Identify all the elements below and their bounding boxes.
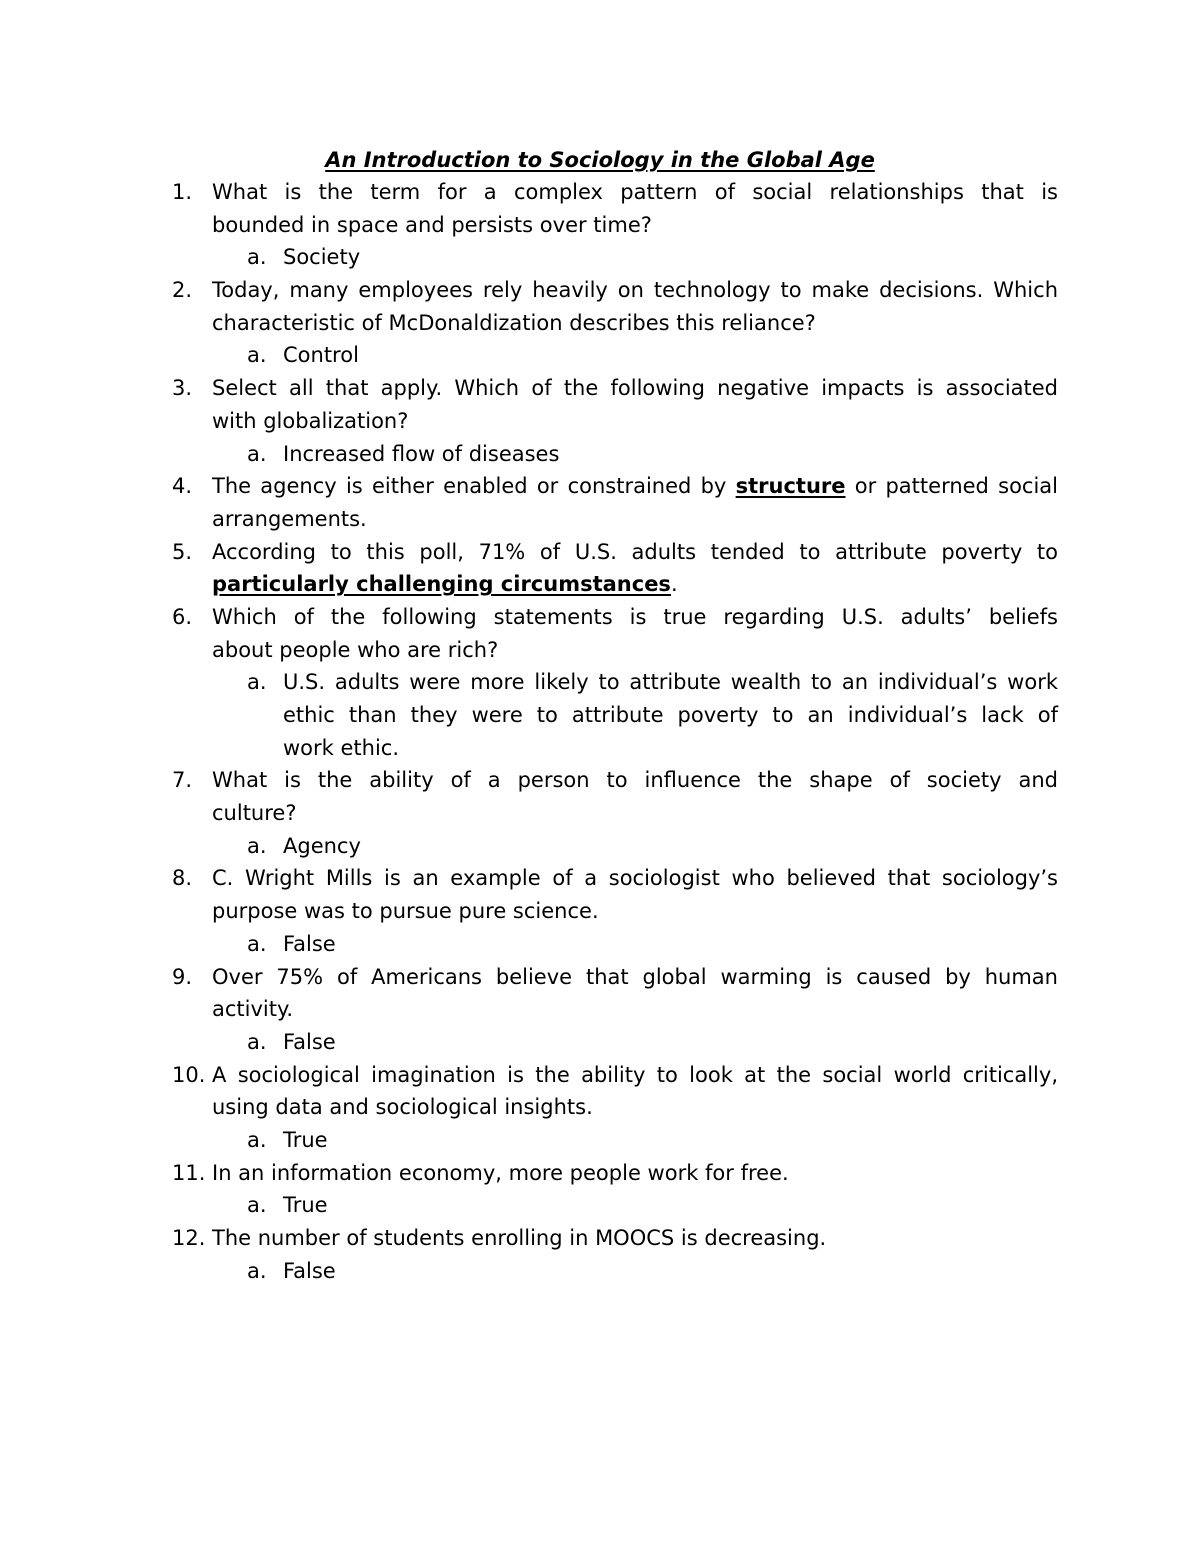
question-text-line xyxy=(212,470,1058,503)
answer-letter: a. xyxy=(247,833,267,858)
question-number: 9. xyxy=(172,964,193,989)
answer-7 xyxy=(0,830,1200,863)
answer-8 xyxy=(0,928,1200,961)
question-3-line-2 xyxy=(0,405,1200,438)
answer-text-line: ethic than they were to attribute poverty to an individual’s lack of xyxy=(283,703,1058,727)
question-4-line-2 xyxy=(0,503,1200,536)
question-text-line: with globalization? xyxy=(212,408,409,433)
question-text-line: activity. xyxy=(212,997,294,1022)
question-number: 7. xyxy=(172,768,193,793)
question-1-line-2 xyxy=(0,209,1200,242)
question-9 xyxy=(0,961,1200,994)
answer-3 xyxy=(0,438,1200,471)
question-number: 2. xyxy=(172,278,193,303)
question-list xyxy=(0,176,1200,1287)
question-text-line: C. Wright Mills is an example of a sociologist who believed that sociology’s xyxy=(212,866,1058,891)
question-text-line: using data and sociological insights. xyxy=(212,1095,593,1120)
question-text-line xyxy=(212,568,1058,601)
question-number: 11. xyxy=(172,1160,206,1185)
answer-text: Society xyxy=(283,245,361,270)
question-text-line: What is the term for a complex pattern of social relationships that is xyxy=(212,180,1058,204)
answer-6-line-2 xyxy=(0,699,1200,732)
question-text-line: What is the ability of a person to influence the shape of society and xyxy=(212,768,1058,793)
question-text-line: bounded in space and persists over time? xyxy=(212,212,652,237)
answer-letter: a. xyxy=(247,441,267,466)
question-number: 10. xyxy=(172,1062,206,1087)
question-text-line: Today, many employees rely heavily on technology to make decisions. Which xyxy=(212,278,1058,303)
question-9-line-2 xyxy=(0,993,1200,1026)
statement-text: . xyxy=(670,572,678,597)
question-text-line: Select all that apply. Which of the following negative impacts is associated xyxy=(212,376,1058,401)
answer-1 xyxy=(0,241,1200,274)
answer-text: False xyxy=(283,1258,336,1283)
question-2 xyxy=(0,274,1200,307)
question-10-line-2 xyxy=(0,1091,1200,1124)
answer-letter: a. xyxy=(247,1193,267,1218)
answer-text: False xyxy=(283,931,336,956)
answer-letter: a. xyxy=(247,1258,267,1283)
question-text-line: Over 75% of Americans believe that global warming is caused by human xyxy=(212,964,1058,989)
question-11 xyxy=(0,1157,1200,1190)
answer-text-line: U.S. adults were more likely to attribute wealth to an individual’s work xyxy=(283,670,1058,695)
question-number: 1. xyxy=(172,180,193,204)
answer-text-line: work ethic. xyxy=(283,735,400,760)
question-text-line: arrangements. xyxy=(212,506,367,531)
answer-9 xyxy=(0,1026,1200,1059)
question-1 xyxy=(0,176,1200,209)
answer-letter: a. xyxy=(247,670,267,695)
question-7-line-2 xyxy=(0,797,1200,830)
question-number: 8. xyxy=(172,866,193,891)
question-5-line-2 xyxy=(0,568,1200,601)
answer-text: Increased flow of diseases xyxy=(283,441,560,466)
document-title: An Introduction to Sociology in the Global Age xyxy=(325,148,875,172)
question-8 xyxy=(0,862,1200,895)
answer-letter: a. xyxy=(247,245,267,270)
question-3 xyxy=(0,372,1200,405)
answer-text: False xyxy=(283,1029,336,1054)
answer-10 xyxy=(0,1124,1200,1157)
answer-letter: a. xyxy=(247,1029,267,1054)
statement-text: The agency is either enabled or constrained by xyxy=(212,474,736,499)
answer-text: Agency xyxy=(283,833,361,858)
question-8-line-2 xyxy=(0,895,1200,928)
question-text-line: culture? xyxy=(212,801,297,826)
question-6 xyxy=(0,601,1200,634)
question-10 xyxy=(0,1059,1200,1092)
answer-12 xyxy=(0,1255,1200,1288)
question-text-line: According to this poll, 71% of U.S. adults tended to attribute poverty to xyxy=(212,539,1058,564)
answer-emphasis: particularly challenging circumstances xyxy=(212,572,671,597)
question-6-line-2 xyxy=(0,634,1200,667)
answer-text: True xyxy=(283,1193,328,1218)
question-7 xyxy=(0,764,1200,797)
answer-6 xyxy=(0,666,1200,699)
answer-letter: a. xyxy=(247,931,267,956)
question-5 xyxy=(0,536,1200,569)
answer-11 xyxy=(0,1189,1200,1222)
statement-text: or patterned social xyxy=(845,474,1059,499)
question-2-line-2 xyxy=(0,307,1200,340)
question-number: 6. xyxy=(172,604,193,629)
answer-letter: a. xyxy=(247,343,267,368)
question-text-line: Which of the following statements is true regarding U.S. adults’ beliefs xyxy=(212,604,1058,629)
answer-6-line-3 xyxy=(0,732,1200,765)
question-text-line: The number of students enrolling in MOOCS is decreasing. xyxy=(212,1226,827,1250)
question-4 xyxy=(0,470,1200,503)
question-text-line: purpose was to pursue pure science. xyxy=(212,899,599,924)
question-text-line: about people who are rich? xyxy=(212,637,499,662)
question-12 xyxy=(0,1222,1200,1255)
answer-2 xyxy=(0,339,1200,372)
answer-letter: a. xyxy=(247,1127,267,1152)
question-number: 5. xyxy=(172,539,193,564)
question-number: 4. xyxy=(172,474,193,499)
answer-emphasis: structure xyxy=(735,474,846,499)
answer-text: Control xyxy=(283,343,359,368)
question-text-line: characteristic of McDonaldization describes this reliance? xyxy=(212,310,816,335)
answer-text: True xyxy=(283,1127,328,1152)
question-text-line: A sociological imagination is the ability to look at the social world critically, xyxy=(212,1062,1058,1087)
question-text-line: In an information economy, more people work for free. xyxy=(212,1160,789,1185)
question-number: 12. xyxy=(172,1226,206,1250)
question-number: 3. xyxy=(172,376,193,401)
